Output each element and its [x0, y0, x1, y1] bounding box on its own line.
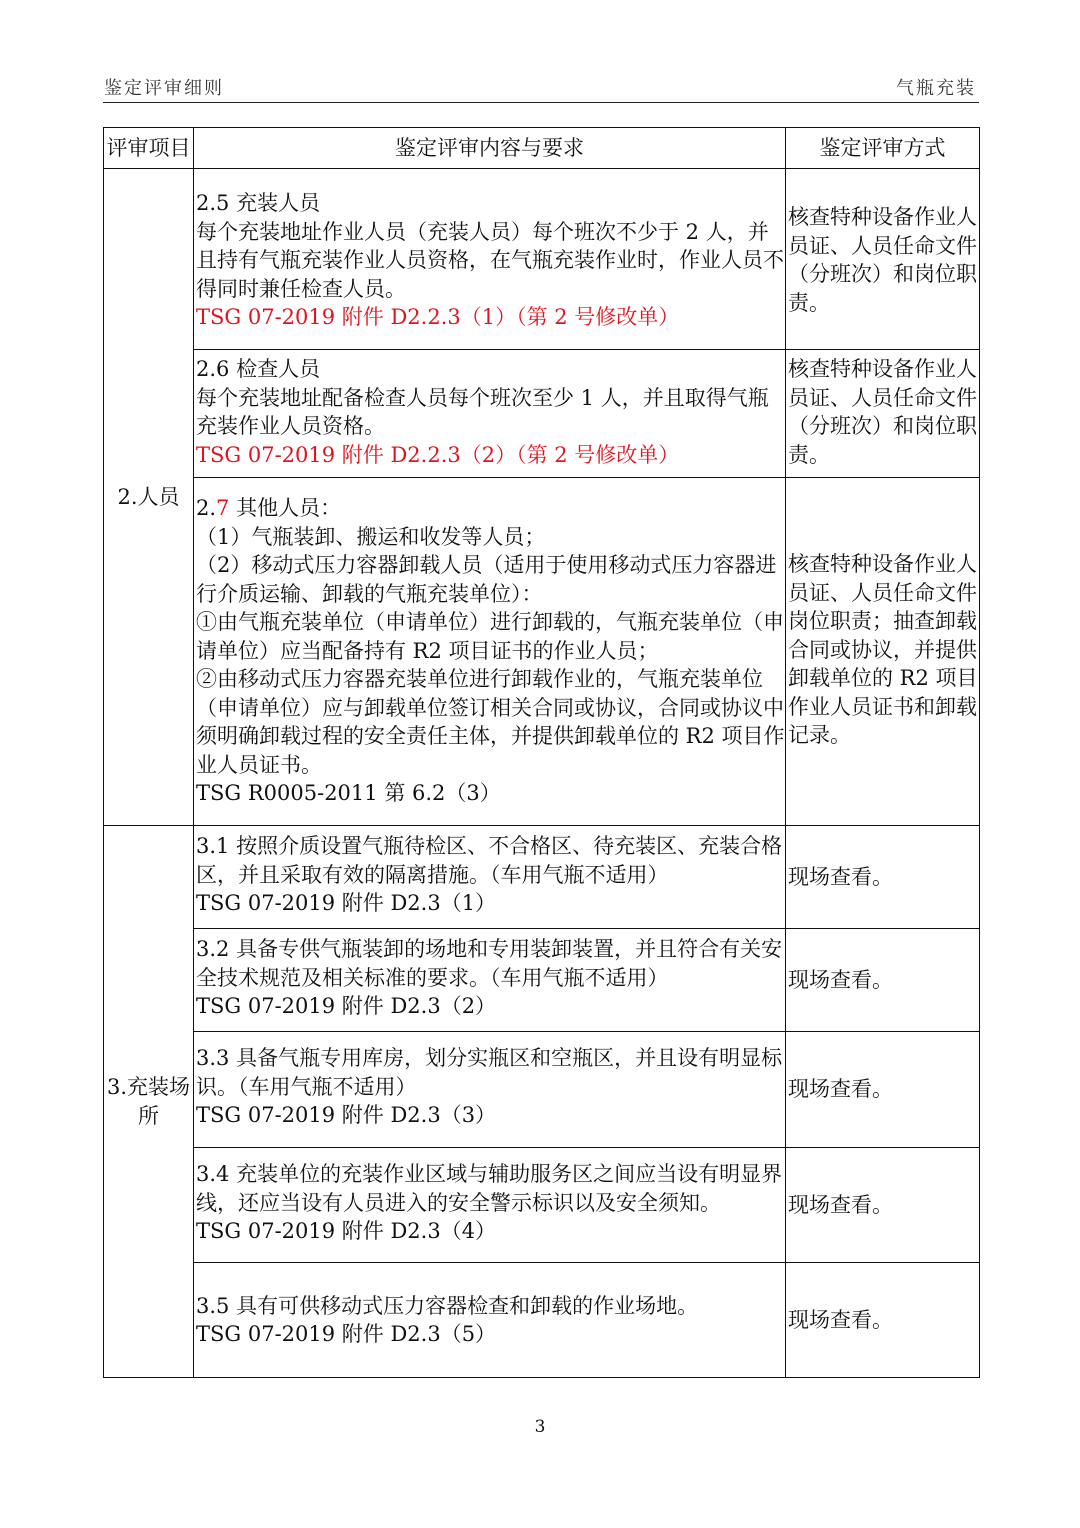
table-row	[104, 169, 980, 350]
group-filling-site: 3.充装场 所	[104, 826, 194, 1378]
row-line: （1）气瓶装卸、搬运和收发等人员；	[196, 524, 546, 549]
row-reference: TSG 07-2019 附件 D2.3（5）	[196, 1322, 497, 1346]
table-row	[104, 350, 980, 478]
row-reference: TSG R0005-2011 第 6.2（3）	[196, 781, 501, 805]
row-reference: TSG 07-2019 附件 D2.3（1）	[196, 891, 497, 915]
row-title: 2.7 其他人员：	[196, 496, 342, 520]
table-row	[104, 1263, 980, 1378]
row-reference: TSG 07-2019 附件 D2.2.3（1）（第 2 号修改单）	[196, 305, 680, 329]
row-method: 现场查看。	[786, 826, 980, 929]
row-line: （2）移动式压力容器卸载人员（适用于使用移动式压力容器进行介质运输、卸载的气瓶充装单位）：	[196, 553, 777, 606]
row-body: 3.4 充装单位的充装作业区域与辅助服务区之间应当设有明显界线，还应当设有人员进入的安全警示标识以及安全须知。	[196, 1162, 783, 1215]
header-rule	[103, 102, 979, 103]
page-number: 3	[534, 1417, 546, 1437]
row-content	[194, 350, 786, 478]
row-method: 现场查看。	[786, 929, 980, 1032]
row-content	[194, 1148, 786, 1263]
row-method: 核查特种设备作业人员证、人员任命文件（分班次）和岗位职责。	[786, 169, 980, 350]
review-table	[103, 127, 980, 1378]
column-header-content: 鉴定评审内容与要求	[194, 128, 786, 169]
row-method: 核查特种设备作业人员证、人员任命文件岗位职责；抽查卸载合同或协议，并提供卸载单位的 R2 项目作业人员证书和卸载记录。	[786, 478, 980, 826]
row-content	[194, 1263, 786, 1378]
row-method: 现场查看。	[786, 1032, 980, 1148]
header-right-title: 气瓶充装	[896, 78, 976, 99]
row-method: 现场查看。	[786, 1148, 980, 1263]
row-reference: TSG 07-2019 附件 D2.3（3）	[196, 1103, 497, 1127]
row-body: 3.1 按照介质设置气瓶待检区、不合格区、待充装区、充装合格区，并且采取有效的隔离措施。（车用气瓶不适用）	[196, 834, 783, 887]
row-method: 核查特种设备作业人员证、人员任命文件（分班次）和岗位职责。	[786, 350, 980, 478]
row-title: 2.5 充装人员	[196, 191, 321, 215]
row-body: 3.2 具备专供气瓶装卸的场地和专用装卸装置，并且符合有关安全技术规范及相关标准的要求。（车用气瓶不适用）	[196, 937, 783, 990]
table-row	[104, 929, 980, 1032]
column-header-method: 鉴定评审方式	[786, 128, 980, 169]
row-content	[194, 478, 786, 826]
row-body: 3.5 具有可供移动式压力容器检查和卸载的作业场地。	[196, 1293, 699, 1318]
header-left-title: 鉴定评审细则	[104, 78, 224, 99]
table-row	[104, 478, 980, 826]
table-header-row	[104, 128, 980, 169]
row-body: 每个充装地址作业人员（充装人员）每个班次不少于 2 人，并且持有气瓶充装作业人员资格，在气瓶充装作业时，作业人员不得同时兼任检查人员。	[196, 219, 784, 301]
table-row	[104, 1148, 980, 1263]
row-content	[194, 169, 786, 350]
group-personnel: 2.人员	[104, 169, 194, 826]
row-body: 3.3 具备气瓶专用库房，划分实瓶区和空瓶区，并且设有明显标识。（车用气瓶不适用）	[196, 1046, 783, 1099]
row-method: 现场查看。	[786, 1263, 980, 1378]
row-reference: TSG 07-2019 附件 D2.3（2）	[196, 994, 497, 1018]
table-row	[104, 826, 980, 929]
table-row	[104, 1032, 980, 1148]
row-content	[194, 929, 786, 1032]
row-reference: TSG 07-2019 附件 D2.3（4）	[196, 1219, 497, 1243]
row-line: ①由气瓶充装单位（申请单位）进行卸载的，气瓶充装单位（申请单位）应当配备持有 R2 项目证书的作业人员；	[196, 610, 784, 663]
row-line: ②由移动式压力容器充装单位进行卸载作业的，气瓶充装单位（申请单位）应与卸载单位签订相关合同或协议，合同或协议中须明确卸载过程的安全责任主体，并提供卸载单位的 R2 项目作业人员证书。	[196, 667, 785, 777]
column-header-item: 评审项目	[104, 128, 194, 169]
row-content	[194, 1032, 786, 1148]
row-content	[194, 826, 786, 929]
row-body: 每个充装地址配备检查人员每个班次至少 1 人，并且取得气瓶充装作业人员资格。	[196, 385, 769, 438]
row-title: 2.6 检查人员	[196, 357, 321, 381]
row-reference: TSG 07-2019 附件 D2.2.3（2）（第 2 号修改单）	[196, 442, 680, 467]
